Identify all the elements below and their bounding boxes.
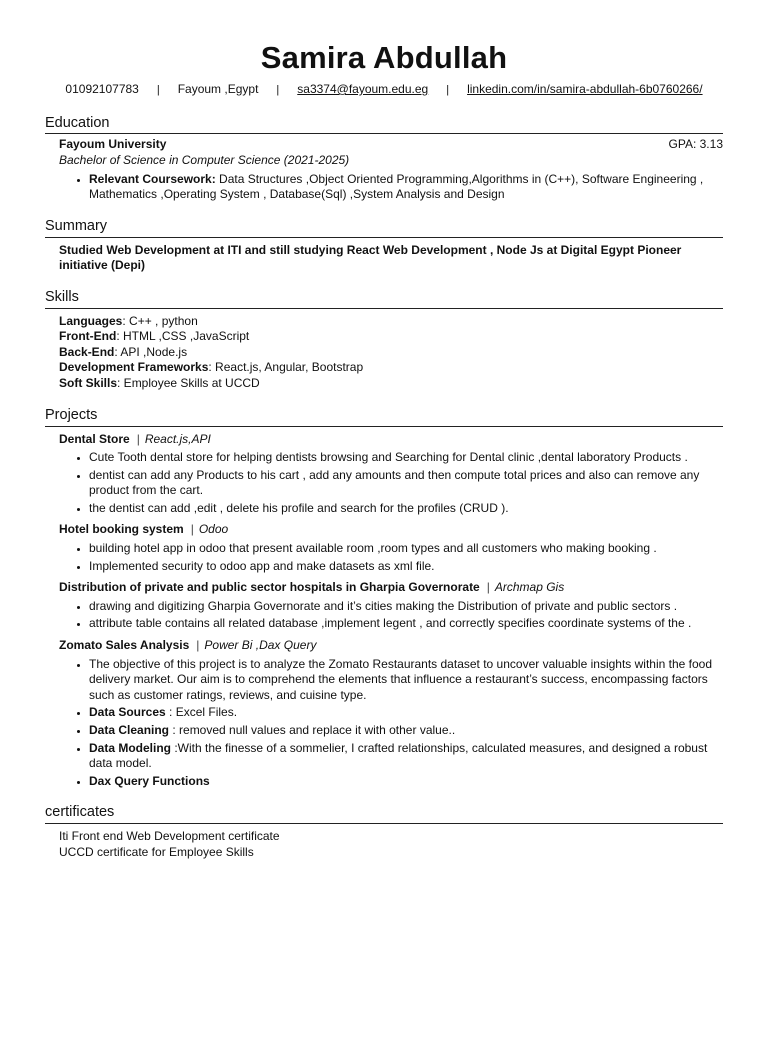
project-tech: Odoo	[198, 522, 229, 537]
list-item: • Data Modeling :With the finesse of a sommelier, I crafted relationships, calculated measures, and designed a robust data model.	[89, 741, 723, 772]
project-hotel-booking	[59, 522, 723, 574]
summary-section	[45, 217, 723, 274]
projects-section	[45, 406, 723, 790]
contact-line	[45, 82, 723, 98]
project-name: Dental Store	[59, 431, 130, 446]
list-item: • Data Sources : Excel Files.	[89, 705, 723, 721]
skill-line: Development Frameworks: React.js, Angular, Bootstrap	[59, 360, 364, 375]
project-name: Distribution of private and public sector hospitals in Gharpia Governorate	[59, 580, 480, 595]
separator: |	[136, 431, 140, 446]
certificate-item: Iti Front end Web Development certificate	[59, 829, 280, 844]
project-name: Zomato Sales Analysis	[59, 638, 190, 653]
list-item: • Data Cleaning : removed null values and replace it with other value..	[89, 723, 723, 739]
separator: |	[276, 83, 280, 96]
separator: |	[446, 83, 450, 96]
phone-number: 01092107783	[65, 82, 139, 96]
section-title: Summary	[45, 217, 723, 238]
list-item: • Cute Tooth dental store for helping dentists browsing and Searching for Dental clinic ,dental laboratory Products .	[89, 450, 723, 466]
list-item: • Dax Query Functions	[89, 774, 723, 790]
section-title: certificates	[45, 803, 723, 824]
project-zomato-analysis	[59, 638, 723, 789]
skill-line: Back-End: API ,Node.js	[59, 344, 188, 359]
list-item: • Implemented security to odoo app and make datasets as xml file.	[89, 559, 723, 575]
project-name: Hotel booking system	[59, 522, 184, 537]
linkedin-link[interactable]: linkedin.com/in/samira-abdullah-6b0760266/	[467, 82, 703, 96]
list-item: • The objective of this project is to analyze the Zomato Restaurants dataset to uncover valuable insights within the food delivery market. Our aim is to comprehend the elements that influence a restaurant’s success, encompassing factors such as customer ratings, reviews, and cuisine type.	[89, 657, 723, 704]
project-hospitals-distribution	[59, 580, 723, 632]
list-item: • attribute table contains all related database ,implement legent , and correctly specifies coordinate systems of the .	[89, 616, 723, 632]
separator: |	[190, 522, 194, 537]
location: Fayoum ,Egypt	[177, 82, 259, 96]
list-item: • the dentist can add ,edit , delete his profile and search for the profiles (CRUD ).	[89, 501, 723, 517]
section-title: Education	[45, 114, 723, 135]
skill-line: Languages: C++ , python	[59, 313, 198, 328]
section-title: Skills	[45, 288, 723, 309]
resume-page	[0, 40, 768, 1064]
list-item: • drawing and digitizing Gharpia Governorate and it’s cities making the Distribution of private and public sectors .	[89, 599, 723, 615]
project-bullets	[59, 541, 723, 574]
skills-section	[45, 288, 723, 392]
project-tech: Archmap Gis	[494, 580, 565, 595]
section-title: Projects	[45, 406, 723, 427]
certificate-item: UCCD certificate for Employee Skills	[59, 844, 254, 859]
project-bullets	[59, 657, 723, 790]
gpa: GPA: 3.13	[668, 137, 723, 152]
project-tech: React.js,API	[144, 431, 211, 446]
project-dental-store	[59, 432, 723, 517]
project-tech: Power Bi ,Dax Query	[204, 638, 317, 653]
project-bullets	[59, 450, 723, 516]
skill-line: Soft Skills: Employee Skills at UCCD	[59, 376, 260, 391]
separator: |	[486, 580, 490, 595]
skill-line: Front-End: HTML ,CSS ,JavaScript	[59, 329, 250, 344]
email-link[interactable]: sa3374@fayoum.edu.eg	[297, 82, 429, 96]
project-bullets	[59, 599, 723, 632]
school-name: Fayoum University	[59, 137, 167, 152]
education-section	[45, 114, 723, 203]
degree: Bachelor of Science in Computer Science (2021-2025)	[59, 153, 350, 168]
coursework-list	[59, 172, 723, 203]
separator: |	[156, 83, 160, 96]
candidate-name: Samira Abdullah	[260, 40, 508, 75]
list-item: • dentist can add any Products to his cart , add any amounts and then compute total prices and also can remove any product from the cart.	[89, 468, 723, 499]
separator: |	[196, 638, 200, 653]
summary-text: Studied Web Development at ITI and still studying React Web Development , Node Js at Digital Egypt Pioneer initiative (Depi)	[59, 242, 682, 273]
list-item: • Relevant Coursework: Data Structures ,Object Oriented Programming,Algorithms in (C++), Software Engineering , Mathematics ,Operating System , Database(Sql) ,System Analysis and Design	[89, 172, 723, 203]
list-item: • building hotel app in odoo that present available room ,room types and all customers who making booking .	[89, 541, 723, 557]
certificates-section	[45, 803, 723, 860]
